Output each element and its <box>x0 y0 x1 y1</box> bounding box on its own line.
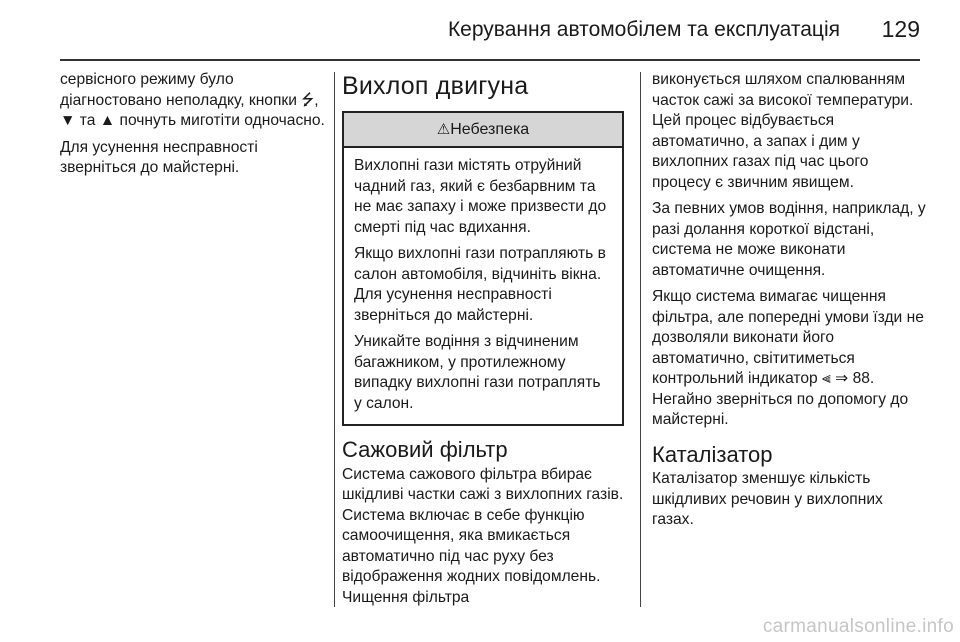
danger-label: Небезпека <box>450 120 530 138</box>
section-title-catalyst: Каталізатор <box>652 441 773 467</box>
page-number: 129 <box>881 16 920 42</box>
danger-paragraph: Якщо вихлопні гази потрапляють в салон автомобіля, відчиніть вікна. Для усунення несправності зверніться до майстерні. <box>354 245 606 324</box>
section-title-soot-filter: Сажовий фільтр <box>342 437 508 462</box>
paragraph: сервісного режиму було діагностовано неполадку, кнопки ⭍, ▼ та ▲ почнуть миготіти одночасно. <box>60 71 325 129</box>
danger-paragraph: Вихлопні гази містять отруйний чадний газ, який є безбарвним та не має запаху і може призвести до смерті під час вдихання. <box>354 157 607 236</box>
paragraph: Для усунення несправності зверніться до майстерні. <box>60 138 258 176</box>
paragraph: Система сажового фільтра вбирає шкідливі частки сажі з вихлопних газів. Система включає в себе функцію самоочищення, яка вмикається автоматично під час руху без відображення жодних повідомлень. Чищення фільтра <box>342 465 624 606</box>
danger-body <box>344 148 622 424</box>
paragraph: За певних умов водіння, наприклад, у разі долання короткої відстані, система не може виконати автоматичне очищення. <box>652 200 926 279</box>
warning-triangle-icon: ⚠ <box>436 120 451 138</box>
page-header <box>0 0 960 62</box>
paragraph: виконується шляхом спалюванням часток сажі за високої температури. Цей процес відбувається автоматично, а запах і дим у вихлопних газах під час цього процесу є звичним явищем. <box>652 71 914 191</box>
column-1 <box>60 70 330 185</box>
header-title: Керування автомобілем та експлуатація <box>447 18 840 41</box>
header-rule <box>60 59 920 61</box>
section-title-exhaust: Вихлоп двигуна <box>342 72 529 100</box>
column-3 <box>652 70 927 537</box>
column-divider-1 <box>334 72 335 607</box>
danger-header <box>344 113 622 149</box>
paragraph: Якщо система вимагає чищення фільтра, але попередні умови їзди не дозволяли виконати його автоматично, світитиметься контрольний індикатор ⫷ ⇒ 88. Негайно зверніться по допомогу до майстерні. <box>652 288 924 428</box>
danger-box <box>342 111 624 427</box>
column-2 <box>342 70 624 614</box>
watermark: carmanualsonline.info <box>762 616 954 637</box>
paragraph: Каталізатор зменшує кількість шкідливих речовин у вихлопних газах. <box>652 470 883 528</box>
column-divider-2 <box>640 72 641 607</box>
danger-paragraph: Уникайте водіння з відчиненим багажником, у протилежному випадку вихлопні гази потраплять у салон. <box>354 333 601 412</box>
